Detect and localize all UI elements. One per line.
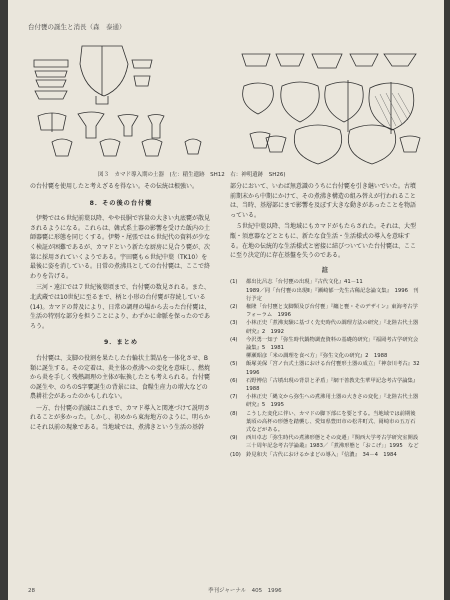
note-text: 柳瀬昭彦「米の調理を食べ方」『弥生文化の研究』2 1988: [246, 353, 388, 360]
left-pedestal-drawings: [38, 112, 201, 156]
note-number: (10): [230, 451, 241, 458]
document-page: [8, 0, 444, 600]
right-jar-drawings: [250, 125, 420, 164]
figure-caption: 図３ カマド導入期の土器 (左：稲生遺跡 SH12 右：神明遺跡 SH26): [98, 172, 286, 178]
note-number: (1): [230, 279, 238, 286]
paragraph: の台付甕を使用したと考えざるを得ない。その伝統は根強い。: [30, 183, 199, 190]
note-text: 飯塚美保「宮ノ台式土器における台付甕形土器の成立」『神奈川考古』32 1996: [246, 361, 425, 376]
note-number: (9): [230, 435, 238, 442]
note-number: (8): [230, 410, 238, 417]
note-number: [230, 352, 246, 360]
note-number: (6): [230, 377, 238, 384]
note-text: こうした変化に伴い、カマドの脚下部にを要とする。当地域では前期後葉頃の高杯の形態を踏襲し、愛知県豊田市の松井町式、岡崎市の五万石式などがある。: [246, 410, 416, 433]
note-text: 権隆「台付甕と支脚類及び台付甕」『纏と甕・そのデザイン』東海考古学フォーラム 1996: [246, 303, 418, 319]
note-text: 小林正史「煮沸実験に基づく先史時代の調理方法の研究」『北陸古代土器研究』2 1992: [246, 320, 419, 335]
note-item: [230, 410, 420, 435]
notes-heading: 註: [321, 266, 329, 274]
paragraph: 伊勢では６世紀前葉以降、やや長胴で容量の大きい丸底甕が散見されるようになる。これらは、韓式系土器の影響を受けた飯内の土師器甕に形態を同じくする。伊勢・尾張では６世紀代の資料が少なく検証が困難であるが、カマドという新たな厨房に見合う甕が、次第に採用されていくようである。宇田甕も６世紀中葉（TK10）を最後に姿を消している。日常の煮沸具としての台付甕は、ここで終わりを告げる。: [30, 215, 211, 280]
note-text: 都出比呂志「台付甕の出現」『古代文化』41－11: [246, 279, 363, 286]
journal-footer: 季刊ジャーナル 405 1996: [208, 588, 282, 594]
note-number: [230, 287, 246, 303]
hatching-texture: [375, 93, 410, 126]
note-item: [230, 278, 420, 286]
note-item: [230, 352, 420, 360]
note-item: [230, 451, 420, 459]
note-text: 今沢勇一知子「弥生時代鍋物調査資料の基礎的研究」『福岡考古学研究会論集』5 1981: [246, 336, 419, 351]
note-item: [230, 303, 420, 319]
note-text: 小林正史「縄文から弥生への煮沸用土器の大きさの変化」『北陸古代土器研究』5 1995: [246, 394, 419, 409]
note-text: 1989／同「台付甕の出現Ⅱ」『瀬崎郁一先生古稀記念論文集』 1996 刊行予定: [246, 287, 419, 302]
section-heading: 9．まとめ: [103, 339, 139, 347]
left-jar-drawing: [80, 46, 128, 104]
note-text: 鈴見和夫「古代におけるかまどの導入」『信濃』 34－4 1984: [246, 451, 397, 458]
pottery-figure: [30, 38, 425, 166]
paragraph: 台付甕は、支脚の役割を果たした台輪状土製品を一体化させ、B類に誕生する。その定着は、炎主体の煮沸への変化を意味し、燃焼から炎を手しく残熱調理の主体が転換したとも考えられる。台付甕の誕生や、のちのS字甕誕生の背景には、食糧生産力の増大などの農耕社会があったのかもしれない。: [30, 354, 211, 401]
right-bowl-drawings: [242, 54, 416, 68]
note-text: 西川卓志「弥生時代の煮沸形態とその変遷」『関西大学考古学研究室開設三十周年記念考古学論叢』1983／「煮沸形態と「おこげ」」1995 など: [246, 435, 419, 450]
left-column: [30, 182, 212, 435]
note-item: [230, 336, 420, 352]
paragraph: 部分において、いわば無意識のうちに台付甕を引き継いでいた。古墳前期末から中期にかけて、その煮沸き構造の組み替えが行われることは、当時、基層部にまで影響を及ぼす大きな動きがあったことを物語っている。: [230, 183, 416, 219]
note-number: (4): [230, 336, 238, 343]
note-item: [230, 393, 420, 409]
right-column: [230, 182, 425, 459]
paragraph: ５世紀中葉以降、当地域にもカマドがもたらされた。それは、大型甑・須恵器などとともに、新たな食生活・生活様式の導入を意味する。在地の伝統的な生活様式と密接に結びついていた台付甕は、ここに至り決定的に存在基盤を失うのである。: [230, 223, 417, 260]
notes-list: [230, 278, 425, 458]
paragraph: 一方、台付甕の消滅はこれまで、カマド導入と関連づけて説明されることが多かった。しかし、初めから東海地方のように、明らかにそれ以前の現象である。当地域では、煮沸きという生活の基幹: [30, 404, 211, 432]
note-text: 石野博信「古墳出現の背景と矛盾」『網干善教先生華甲記念考古学論集』1988: [246, 377, 419, 392]
note-number: (7): [230, 394, 238, 401]
note-number: (3): [230, 320, 238, 327]
note-number: (2): [230, 303, 238, 310]
note-item: [230, 434, 420, 450]
page-number: 28: [28, 588, 35, 594]
running-header: 台付甕の誕生と消長（森 泰通）: [28, 23, 126, 31]
left-bowl-drawings: [34, 60, 68, 99]
note-item: [230, 360, 425, 376]
note-item: [230, 377, 420, 393]
note-item: [230, 287, 420, 303]
section-heading: 8．その後の台付甕: [89, 199, 153, 207]
note-number: (5): [230, 361, 238, 368]
note-item: [230, 319, 420, 335]
paragraph: 三河・遠江では７世紀後葉頃まで、台付甕の数見される。また、北武蔵では10世紀に至るまで、柄と小形の台付甕が存続している(14)。カマドの普及により、日常の調理の場から去った台付甕は、生活の特別な部分を担うことにより、わずかに命脈を保ったのであろう。: [30, 284, 211, 330]
